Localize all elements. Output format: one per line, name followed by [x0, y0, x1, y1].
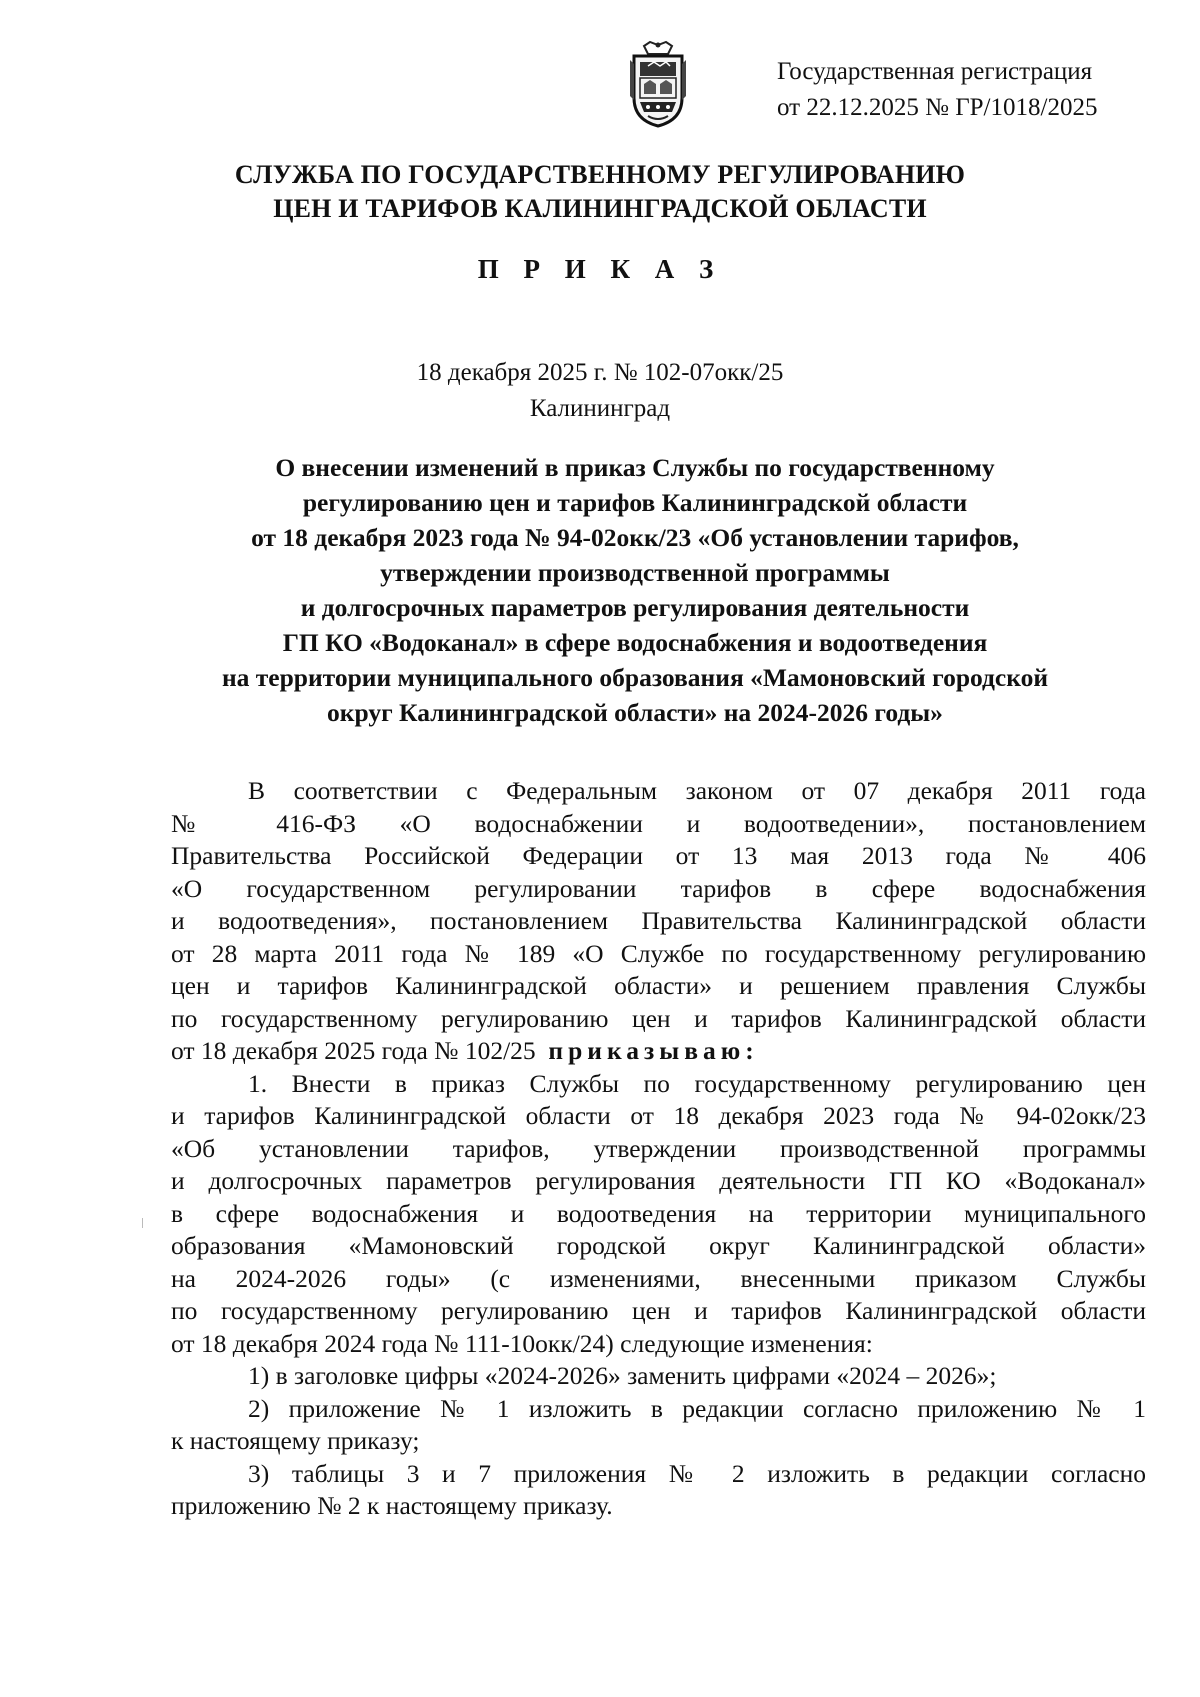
preamble-end: от 18 декабря 2025 года № 102/25 [171, 1036, 536, 1065]
item-1-paragraph [171, 1068, 1146, 1361]
title-line: О внесении изменений в приказ Службы по государственному [275, 453, 995, 482]
body-line: образования «Мамоновский городской округ Калининградской области» [171, 1231, 1146, 1260]
body-line: № 416-ФЗ «О водоснабжении и водоотведении», постановлением [171, 808, 1146, 838]
body-line: приложению № 2 к настоящему приказу. [171, 1491, 613, 1520]
body-line: цен и тарифов Калининградской области» и решением правления Службы [171, 971, 1146, 1000]
body-line: к настоящему приказу; [171, 1426, 420, 1455]
document-body [171, 775, 1146, 1523]
body-line: по государственному регулированию цен и тарифов Калининградской области [171, 1296, 1146, 1325]
body-line: «Об установлении тарифов, утверждении производственной программы [171, 1133, 1146, 1163]
orders-word: приказываю: [548, 1036, 759, 1065]
title-line: ГП КО «Водоканал» в сфере водоснабжения и водоотведения [282, 628, 988, 657]
body-line: в сфере водоснабжения и водоотведения на территории муниципального [171, 1198, 1146, 1228]
agency-line: ЦЕН И ТАРИФОВ КАЛИНИНГРАДСКОЙ ОБЛАСТИ [273, 194, 927, 223]
document-title [160, 450, 1110, 730]
title-line: от 18 декабря 2023 года № 94-02окк/23 «Об установлении тарифов, [251, 523, 1019, 552]
body-line: 1) в заголовке цифры «2024-2026» заменить цифрами «2024 – 2026»; [248, 1361, 997, 1390]
body-line [171, 1035, 1146, 1068]
title-line: округ Калининградской области» на 2024-2026 годы» [327, 698, 943, 727]
body-line: «О государственном регулировании тарифов в сфере водоснабжения [171, 873, 1146, 903]
date-block [0, 355, 1200, 427]
preamble-paragraph [171, 775, 1146, 1068]
subitem-2 [171, 1393, 1146, 1458]
body-line: Правительства Российской Федерации от 13 мая 2013 года № 406 [171, 841, 1146, 870]
agency-name [150, 158, 1050, 226]
registration-number: от 22.12.2025 № ГР/1018/2025 [777, 94, 1098, 121]
subitem-1 [171, 1360, 1146, 1393]
registration-block [777, 54, 1157, 126]
title-line: регулированию цен и тарифов Калининградской области [302, 488, 968, 517]
body-line: 2) приложение № 1 изложить в редакции согласно приложению № 1 [248, 1393, 1146, 1423]
body-line: по государственному регулированию цен и тарифов Калининградской области [171, 1003, 1146, 1033]
body-line: от 18 декабря 2024 года № 111-10окк/24) следующие изменения: [171, 1328, 873, 1358]
document-type: П Р И К А З [477, 254, 723, 284]
subitem-3 [171, 1458, 1146, 1523]
margin-mark [142, 1218, 143, 1228]
body-line: на 2024-2026 годы» (с изменениями, внесенными приказом Службы [171, 1263, 1146, 1293]
title-line: утверждении производственной программы [380, 558, 890, 587]
registration-line: Государственная регистрация [777, 58, 1093, 85]
body-line: от 28 марта 2011 года № 189 «О Службе по государственному регулированию [171, 938, 1146, 968]
coat-of-arms-icon [626, 40, 690, 130]
agency-line: СЛУЖБА ПО ГОСУДАРСТВЕННОМУ РЕГУЛИРОВАНИЮ [234, 160, 966, 189]
date-number: 18 декабря 2025 г. № 102-07окк/25 [416, 359, 784, 386]
body-line: и тарифов Калининградской области от 18 декабря 2023 года № 94-02окк/23 [171, 1101, 1146, 1130]
body-line: 3) таблицы 3 и 7 приложения № 2 изложить в редакции согласно [248, 1458, 1146, 1488]
body-line: и водоотведения», постановлением Правительства Калининградской области [171, 906, 1146, 935]
body-line: В соответствии с Федеральным законом от 07 декабря 2011 года [248, 776, 1146, 805]
title-line: и долгосрочных параметров регулирования деятельности [300, 593, 970, 622]
title-line: на территории муниципального образования «Мамоновский городской [221, 663, 1049, 692]
body-line: 1. Внести в приказ Службы по государственному регулированию цен [248, 1068, 1146, 1098]
city: Калининград [529, 395, 671, 422]
body-line: и долгосрочных параметров регулирования деятельности ГП КО «Водоканал» [171, 1166, 1146, 1195]
